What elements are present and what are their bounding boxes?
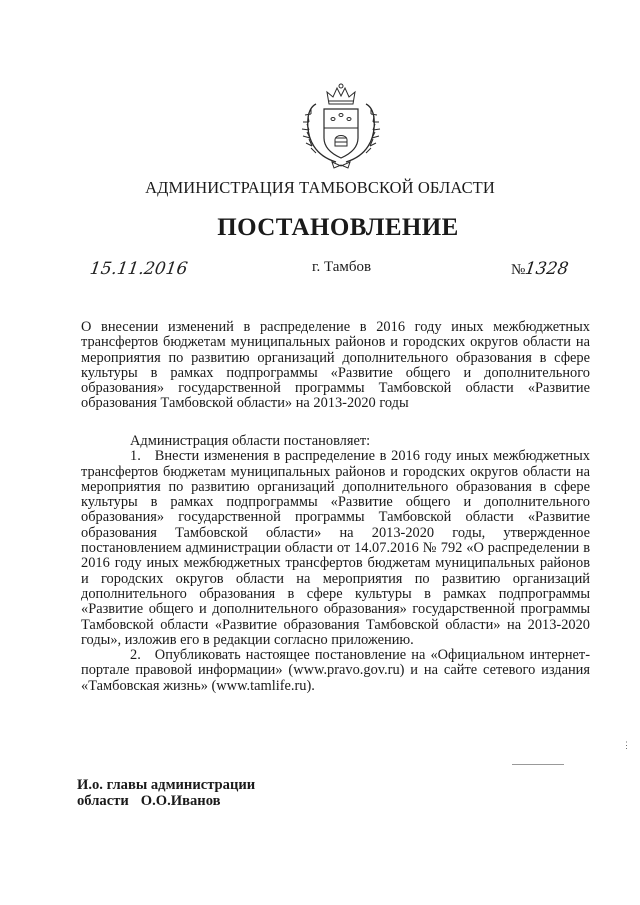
signatory-name: О.О.Иванов (140, 793, 221, 809)
signatory-title-line-2 (77, 793, 255, 809)
resolution-body (81, 434, 590, 694)
organization-name: АДМИНИСТРАЦИЯ ТАМБОВСКОЙ ОБЛАСТИ (145, 178, 495, 197)
tambov-coat-of-arms-emblem (298, 82, 384, 170)
signatory-title-line-1: И.о. главы администрации (77, 777, 256, 793)
document-number (511, 259, 569, 279)
resolution-intro: Администрация области постановляет: (130, 433, 371, 449)
signatory-title-region: области (77, 793, 129, 809)
signature-block (77, 777, 255, 809)
item-number: 2. (130, 647, 141, 664)
number-sign: № (511, 262, 526, 278)
item-number: 1. (130, 448, 141, 465)
scan-mark-line (512, 764, 564, 765)
handwritten-number: 1328 (523, 259, 570, 279)
document-subject: О внесении изменений в распределение в 2016 году иных межбюджетных трансфертов бюджетам муниципальных районов и городских округов области на мероприятия по развитию организаций дополнительного образования в сфере культуры в рамках подпрограммы «Развитие общего и дополнительного образования» государственной программы Тамбовской области «Развитие образования Тамбовской области» на 2013-2020 годы (81, 319, 590, 412)
city-label: г. Тамбов (312, 259, 372, 275)
document-type-title: ПОСТАНОВЛЕНИЕ (217, 214, 459, 241)
handwritten-date: 15.11.2016 (88, 259, 189, 279)
item-text: Опубликовать настоящее постановление на «Официальном интернет-портале правовой информации» (www.pravo.gov.ru) и на сайте сетевого издания «Тамбовская жизнь» (www.tamlife.ru). (81, 647, 590, 694)
resolution-item-1 (81, 449, 590, 648)
item-text: Внести изменения в распределение в 2016 году иных межбюджетных трансфертов бюджетам муниципальных районов и городских округов области на мероприятия по развитию организаций дополнительного образования в сфере культуры в рамках подпрограммы «Развитие общего и дополнительного образования» государственной программы Тамбовской области «Развитие образования Тамбовской области» на 2013-2020 годы, утвержденное постановлением администрации области от 14.07.2016 № 792 «О распределении в 2016 году иных межбюджетных трансфертов бюджетам муниципальных районов и городских округов области на мероприятия по развитию организаций дополнительного образования в сфере культуры в рамках подпрограммы «Развитие общего и дополнительного образования» государственной программы Тамбовской области «Развитие образования Тамбовской области» на 2013-2020 годы», изложив его в редакции согласно приложению. (81, 448, 590, 648)
resolution-item-2 (81, 648, 590, 694)
scan-margin-mark: ⋮ (622, 740, 631, 750)
